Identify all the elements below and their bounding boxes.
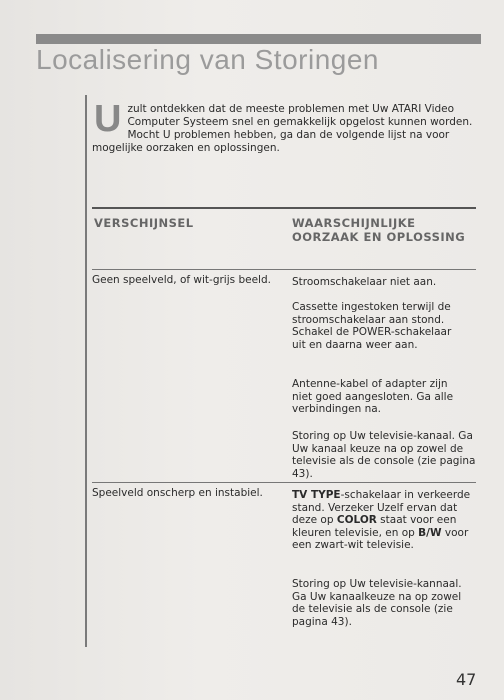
margin-rule [85, 95, 87, 647]
intro-text: zult ontdekken dat de meeste problemen met Uw ATARI Video Computer Systeem snel en gemakkelijk opgelost kunnen worden. Mocht U problemen hebben, ga dan de volgende lijst na voor mogelijke oorzaken en oplossingen. [92, 103, 473, 154]
cause-1-1: Stroomschakelaar niet aan. [292, 276, 437, 288]
title-rule [36, 34, 481, 44]
header-cause: WAARSCHIJNLIJKE OORZAAK EN OPLOSSING [292, 216, 466, 244]
intro-paragraph [92, 98, 477, 155]
drop-cap: U [94, 98, 122, 140]
color-label: COLOR [336, 514, 377, 527]
tv-type-label: TV TYPE [292, 489, 341, 501]
cause-1-2: Cassette ingestoken terwijl de stroomschakelaar aan stond. Schakel de POWER-schakelaar uit en daarna weer aan. [292, 301, 452, 351]
page-number: 47 [456, 670, 477, 689]
symptom-1: Geen speelveld, of wit-grijs beeld. [92, 274, 271, 286]
header-rule [92, 269, 476, 270]
cause-1-4: Storing op Uw televisie-kanaal. Ga Uw kanaal keuze na op zowel de televisie als de console (zie pagina 43). [292, 430, 476, 480]
table-top-rule [92, 207, 476, 209]
symptom-2: Speelveld onscherp en instabiel. [92, 487, 263, 499]
cause-2-2: Storing op Uw televisie-kannaal. Ga Uw kanaalkeuze na op zowel de televisie als de console (zie pagina 43). [292, 578, 462, 628]
page-title: Localisering van Storingen [36, 44, 379, 75]
header-symptom: VERSCHIJNSEL [94, 216, 194, 230]
cause-2-1: TV TYPE-schakelaar in verkeerde stand. Verzeker Uzelf ervan dat deze op COLOR staat voor een kleuren televisie, en op B/W voor een zwart-wit televisie. [292, 489, 471, 552]
bw-label: B/W [418, 526, 442, 539]
cause-1-3: Antenne-kabel of adapter zijn niet goed aangesloten. Ga alle verbindingen na. [292, 378, 454, 416]
row-rule [92, 482, 476, 483]
